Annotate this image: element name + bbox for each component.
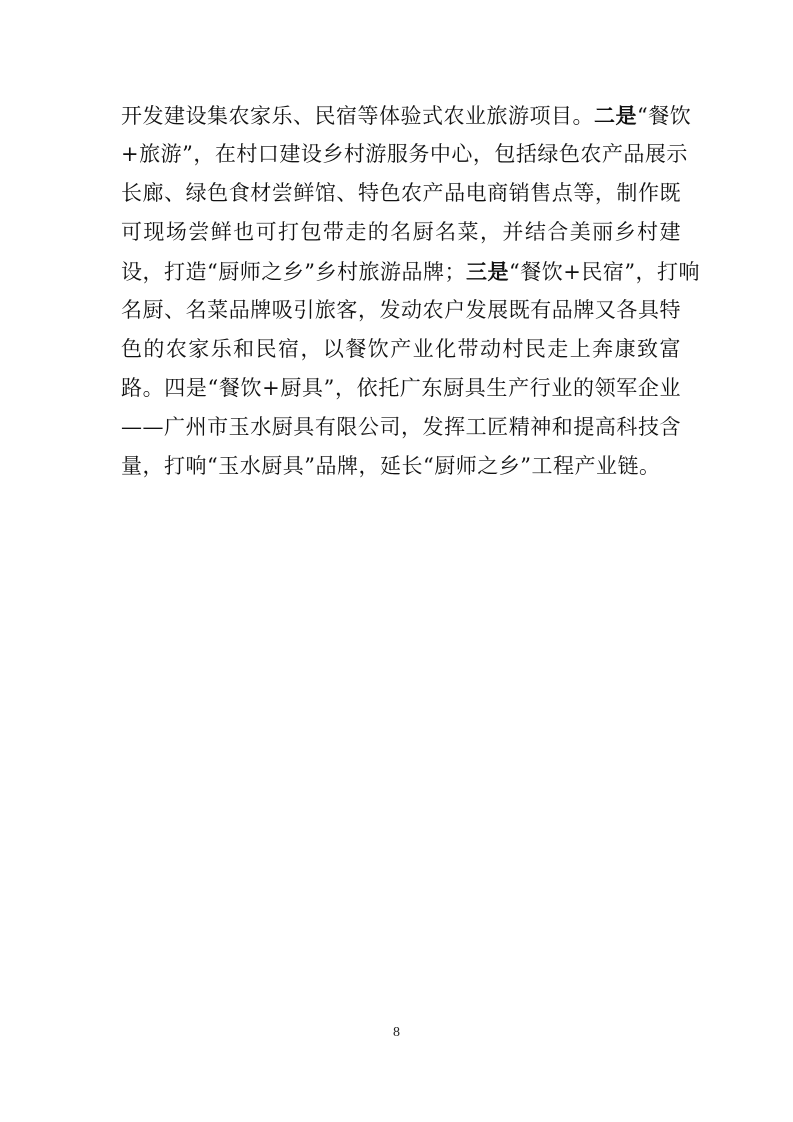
- text-line-2: [121, 135, 688, 174]
- text-line-9: [121, 408, 681, 447]
- body-paragraph: [121, 96, 701, 486]
- text-line-5: [121, 252, 701, 291]
- text-run: 可现场尝鲜也可打包带走的名厨名菜，并结合美丽乡村建: [121, 220, 681, 244]
- text-line-3: [121, 174, 681, 213]
- text-line-7: [121, 330, 681, 369]
- bold-heading-run: 三是: [465, 259, 509, 284]
- text-run: “餐饮: [637, 104, 692, 128]
- text-run: +旅游”，在村口建设乡村游服务中心，包括绿色农产品展示: [121, 142, 688, 166]
- text-run: 设，打造“厨师之乡”乡村旅游品牌；: [121, 260, 466, 284]
- text-run: 开发建设集农家乐、民宿等体验式农业旅游项目。: [121, 104, 594, 128]
- text-run: ——广州市玉水厨具有限公司，发挥工匠精神和提高科技含: [121, 415, 681, 439]
- bold-heading-run: 二是: [594, 103, 637, 128]
- text-line-6: [121, 291, 681, 330]
- text-line-4: [121, 213, 681, 252]
- text-run: “餐饮+民宿”，打响: [508, 260, 701, 284]
- text-run: 名厨、名菜品牌吸引旅客，发动农户发展既有品牌又各具特: [121, 298, 681, 322]
- text-run: 量，打响“玉水厨具”品牌，延长“厨师之乡”工程产业链。: [121, 454, 661, 478]
- text-line-1: [121, 96, 692, 135]
- text-run: 路。四是“餐饮+厨具”，依托广东厨具生产行业的领军企业: [121, 376, 681, 400]
- text-line-8: [121, 369, 681, 408]
- text-run: 长廊、绿色食材尝鲜馆、特色农产品电商销售点等，制作既: [121, 181, 681, 205]
- text-run: 色的农家乐和民宿，以餐饮产业化带动村民走上奔康致富: [121, 337, 681, 361]
- text-line-10: [121, 447, 681, 486]
- page-number: 8: [393, 1025, 400, 1040]
